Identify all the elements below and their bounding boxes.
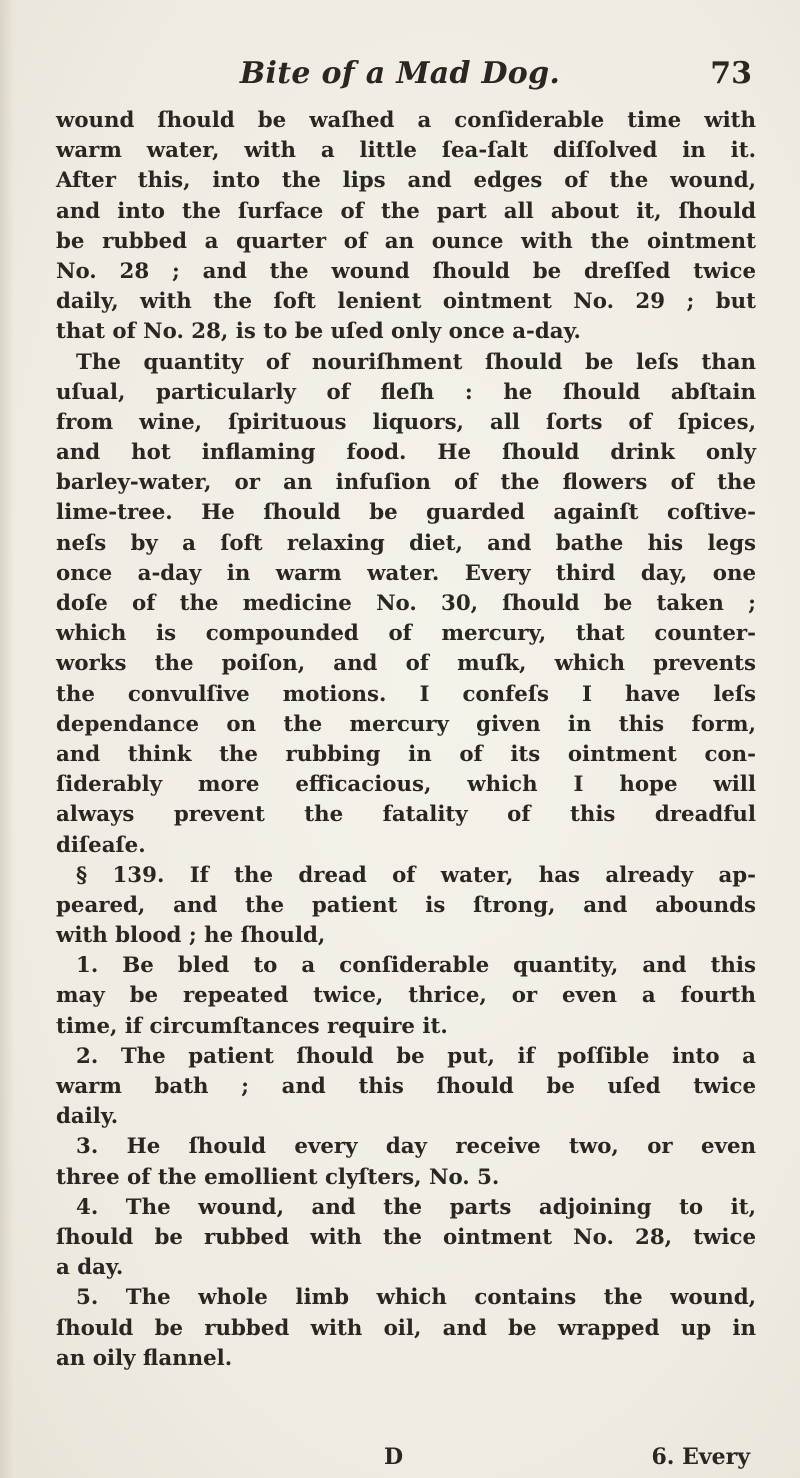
- text-line: an oily flannel.: [56, 1345, 233, 1371]
- text-line: which is compounded of mercury, that counter-: [56, 621, 756, 647]
- text-line: diſeaſe.: [56, 832, 146, 858]
- text-line: may be repeated twice, thrice, or even a fourth: [56, 983, 756, 1009]
- text-line: After this, into the lips and edges of the wound,: [56, 168, 756, 194]
- text-line: and hot inflaming food. He ſhould drink only: [56, 440, 756, 466]
- list-item-line: 3. He ſhould every day receive two, or even: [76, 1134, 756, 1160]
- text-line: from wine, ſpirituous liquors, all ſorts of ſpices,: [56, 409, 756, 435]
- text-line: always prevent the fatality of this dreadful: [56, 802, 756, 828]
- text-line: doſe of the medicine No. 30, ſhould be taken ;: [56, 591, 756, 616]
- text-line: peared, and the patient is ſtrong, and abounds: [56, 892, 756, 918]
- text-line: that of No. 28, is to be uſed only once a-day.: [56, 319, 581, 345]
- signature-mark: D: [384, 1444, 404, 1470]
- text-line: daily, with the ſoft lenient ointment No. 29 ; but: [56, 289, 756, 315]
- text-line: wound ſhould be waſhed a conſiderable time with: [56, 108, 756, 133]
- page-binding-shadow: [0, 0, 14, 1478]
- text-line: warm water, with a little ſea-ſalt diſſolved in it.: [56, 138, 756, 164]
- text-line: works the poiſon, and of muſk, which prevents: [56, 651, 756, 677]
- list-item-line: 4. The wound, and the parts adjoining to it,: [76, 1194, 756, 1220]
- list-item-line: 2. The patient ſhould be put, if poſſible into a: [76, 1043, 756, 1069]
- text-line: warm bath ; and this ſhould be uſed twice: [56, 1074, 756, 1099]
- page-number: 73: [710, 56, 752, 91]
- text-line: lime-tree. He ſhould be guarded againſt coſtive-: [56, 500, 756, 526]
- text-line: daily.: [56, 1104, 119, 1130]
- list-item-line: 1. Be bled to a conſiderable quantity, and this: [76, 953, 756, 979]
- text-line: and think the rubbing in of its ointment con-: [56, 741, 756, 767]
- list-item-line: 5. The whole limb which contains the wound,: [76, 1285, 756, 1311]
- text-line: The quantity of nouriſhment ſhould be leſs than: [76, 349, 756, 375]
- text-line: once a-day in warm water. Every third day, one: [56, 560, 756, 586]
- running-title: Bite of a Mad Dog.: [239, 56, 561, 91]
- page-footer: [0, 1444, 800, 1476]
- text-line: the convulſive motions. I confeſs I have leſs: [56, 681, 756, 707]
- text-line: a day.: [56, 1255, 124, 1281]
- page-header: [0, 56, 800, 100]
- catchword: 6. Every: [651, 1444, 750, 1470]
- text-line: neſs by a ſoft relaxing diet, and bathe his legs: [56, 530, 756, 556]
- text-line: three of the emollient clyſters, No. 5.: [56, 1164, 500, 1190]
- text-line: No. 28 ; and the wound ſhould be dreſſed twice: [56, 258, 756, 284]
- text-line: dependance on the mercury given in this form,: [56, 711, 756, 737]
- text-line: barley-water, or an infuſion of the flowers of the: [56, 470, 756, 496]
- text-line: ſiderably more efficacious, which I hope will: [56, 772, 756, 798]
- section-heading-line: § 139. If the dread of water, has already ap-: [76, 862, 756, 888]
- text-line: uſual, particularly of fleſh : he ſhould abſtain: [56, 379, 756, 405]
- text-line: with blood ; he ſhould,: [56, 923, 326, 949]
- text-line: time, if circumſtances require it.: [56, 1013, 448, 1039]
- text-line: and into the ſurface of the part all about it, ſhould: [56, 198, 756, 224]
- text-line: be rubbed a quarter of an ounce with the ointment: [56, 228, 756, 254]
- text-line: ſhould be rubbed with the ointment No. 28, twice: [56, 1224, 756, 1250]
- text-line: ſhould be rubbed with oil, and be wrapped up in: [56, 1315, 756, 1341]
- body-text: [56, 106, 756, 1374]
